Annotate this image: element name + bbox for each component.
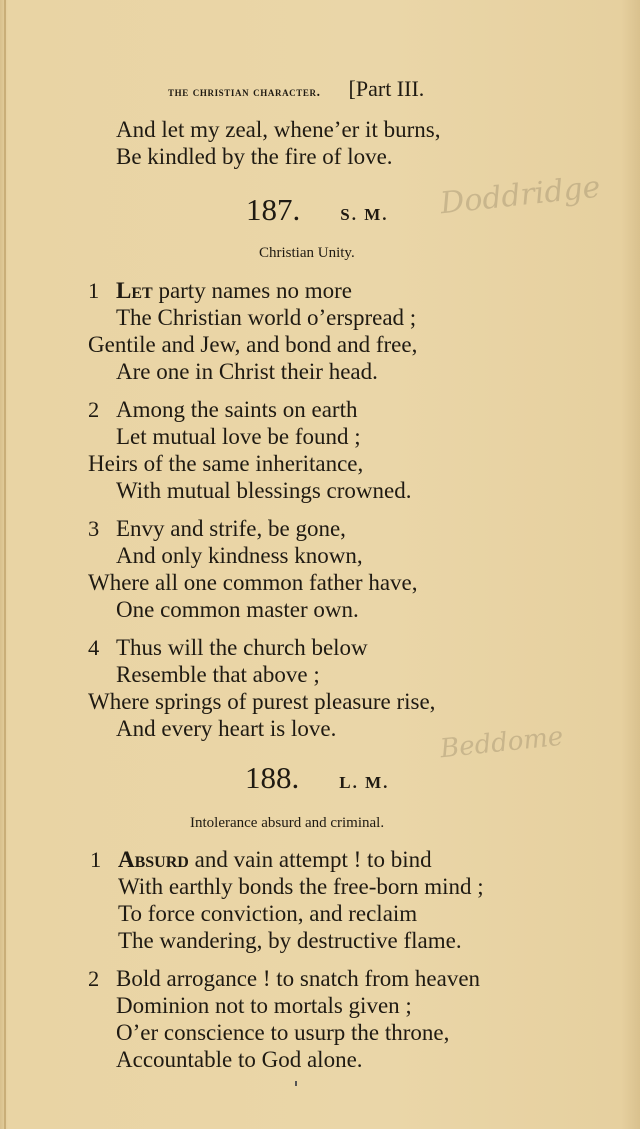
verse-line: Absurd and vain attempt ! to bind <box>118 847 432 872</box>
running-header <box>168 76 598 102</box>
verse-line: Accountable to God alone. <box>116 1047 363 1072</box>
stanza-number: 1 <box>88 278 100 303</box>
stanza-number: 3 <box>88 516 100 541</box>
hymn-meter: L. M. <box>339 773 390 792</box>
carryover-line: Be kindled by the fire of love. <box>116 144 393 169</box>
stanza-number: 2 <box>88 966 100 991</box>
hymn-meter: S. M. <box>340 205 389 224</box>
part-label: [Part III. <box>348 76 425 101</box>
verse-line: Where springs of purest pleasure rise, <box>88 689 436 714</box>
verse-line: Dominion not to mortals given ; <box>116 993 412 1018</box>
hymn-number: 187. <box>246 192 301 227</box>
verse-line: And every heart is love. <box>116 716 337 741</box>
verse-line: Are one in Christ their head. <box>116 359 378 384</box>
hymn-heading <box>246 192 389 228</box>
pencil-annotation: Doddridge <box>438 169 603 222</box>
verse-line: To force conviction, and reclaim <box>118 901 418 926</box>
verse-line: Let party names no more <box>116 278 352 303</box>
page-spine-edge <box>4 0 6 1129</box>
hymn-subtitle: Intolerance absurd and criminal. <box>190 815 385 831</box>
running-title: the christian character. <box>168 84 321 99</box>
verse-line: O’er conscience to usurp the throne, <box>116 1020 450 1045</box>
carryover-line: And let my zeal, whene’er it burns, <box>116 117 441 142</box>
page-mark <box>295 1081 297 1086</box>
verse-line: Where all one common father have, <box>88 570 418 595</box>
verse-line: Envy and strife, be gone, <box>116 516 346 541</box>
verse-line: And only kindness known, <box>116 543 363 568</box>
verse-line: The Christian world o’erspread ; <box>116 305 417 330</box>
verse-line: Gentile and Jew, and bond and free, <box>88 332 418 357</box>
pencil-annotation: Beddome <box>438 721 565 765</box>
verse-line: Thus will the church below <box>116 635 368 660</box>
verse-line: Let mutual love be found ; <box>116 424 361 449</box>
verse-line: With mutual blessings crowned. <box>116 478 412 503</box>
stanza-number: 1 <box>90 847 102 872</box>
verse-line: One common master own. <box>116 597 359 622</box>
hymn-number: 188. <box>245 760 300 795</box>
hymn-subtitle: Christian Unity. <box>259 245 355 261</box>
stanza-number: 4 <box>88 635 100 660</box>
verse-line: Bold arrogance ! to snatch from heaven <box>116 966 481 991</box>
verse-line: Resemble that above ; <box>116 662 320 687</box>
verse-line: With earthly bonds the free-born mind ; <box>118 874 484 899</box>
hymn-heading <box>245 760 389 796</box>
verse-line: The wandering, by destructive flame. <box>118 928 462 953</box>
verse-line: Among the saints on earth <box>116 397 358 422</box>
stanza-number: 2 <box>88 397 100 422</box>
verse-line: Heirs of the same inheritance, <box>88 451 364 476</box>
